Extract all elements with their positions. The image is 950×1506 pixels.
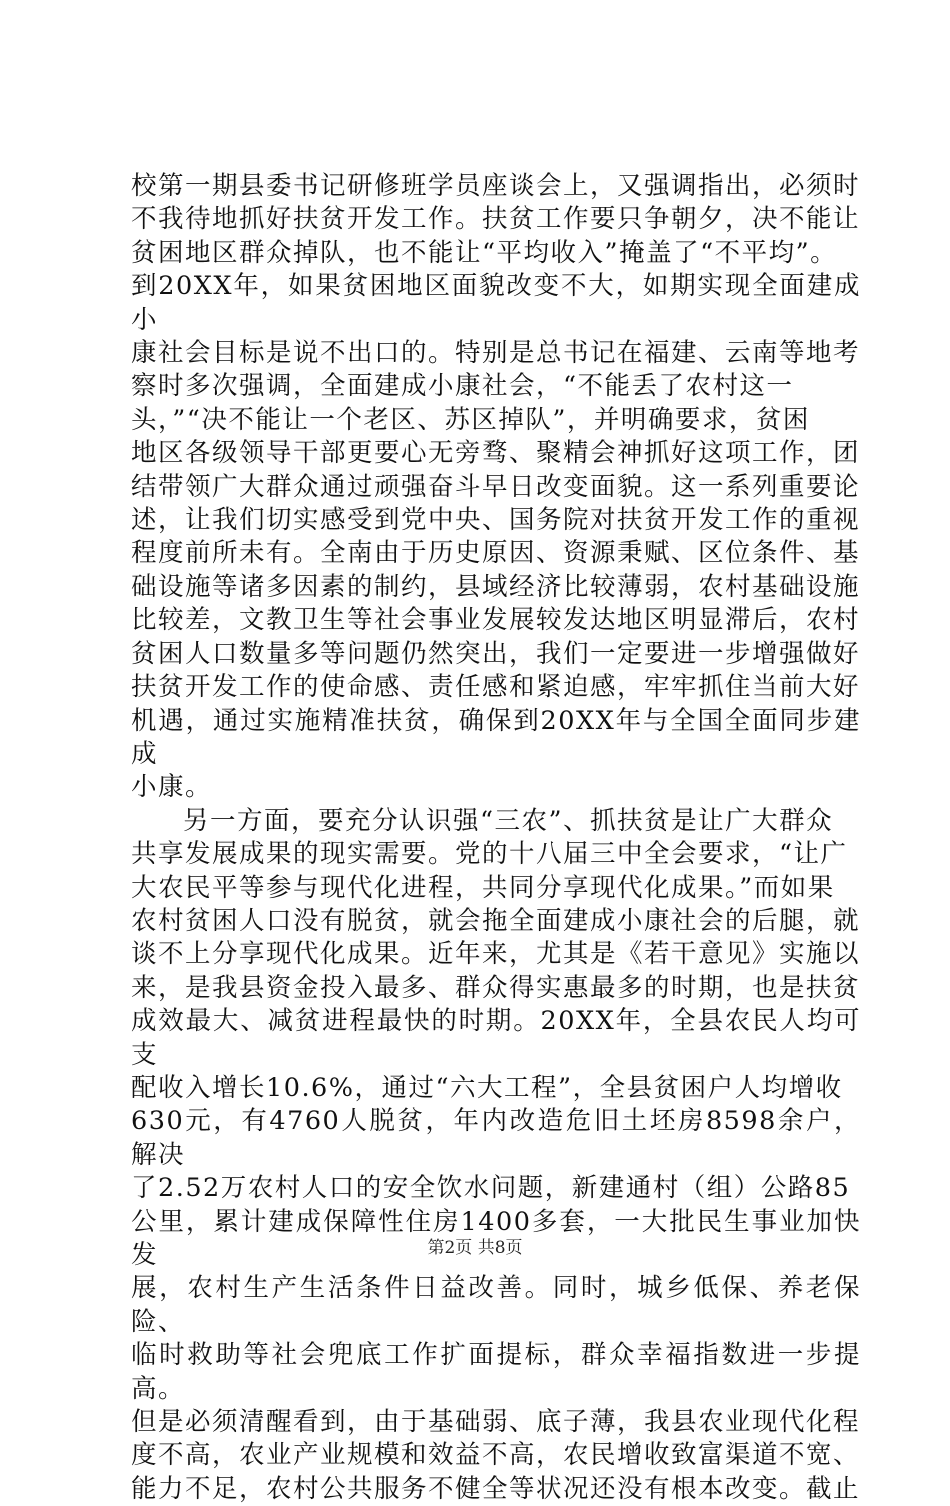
paragraph-1: 校第一期县委书记研修班学员座谈会上，又强调指出，必须时 不我待地抓好扶贫开发工作。扶贫工作要只争朝夕，决不能让 贫困地区群众掉队，也不能让“平均收入”掩盖了“不平均”。 到20XX年，如果贫困地区面貌改变不大，如期实现全面建成小 康社会目标是说不出口的。特别是总书记在福建、云南等地考 察时多次强调，全面建成小康社会，“不能丢了农村这一 头，”“决不能让一个老区、苏区掉队”，并明确要求，贫困 地区各级领导干部更要心无旁骛、聚精会神抓好这项工作，团 结带领广大群众通过顽强奋斗早日改变面貌。这一系列重要论 述，让我们切实感受到党中央、国务院对扶贫开发工作的重视 程度前所未有。全南由于历史原因、资源秉赋、区位条件、基 础设施等诸多因素的制约，县域经济比较薄弱，农村基础设施 比较差，文教卫生等社会事业发展较发达地区明显滞后，农村 贫困人口数量多等问题仍然突出，我们一定要进一步增强做好 扶贫开发工作的使命感、责任感和紧迫感，牢牢抓住当前大好 机遇，通过实施精准扶贫，确保到20XX年与全国全面同步建成 小康。	[131, 171, 861, 803]
paragraph-2: 另一方面，要充分认识强“三农”、抓扶贫是让广大群众 共享发展成果的现实需要。党的十八届三中全会要求，“让广 大农民平等参与现代化进程，共同分享现代化成果。”而如果 农村贫困人口没有脱贫，就会拖全面建成小康社会的后腿，就 谈不上分享现代化成果。近年来，尤其是《若干意见》实施以 来，是我县资金投入最多、群众得实惠最多的时期，也是扶贫 成效最大、减贫进程最快的时期。20XX年，全县农民人均可支 配收入增长10.6%，通过“六大工程”，全县贫困户人均增收 630元，有4760人脱贫，年内改造危旧土坯房8598余户，解决 了2.52万农村人口的安全饮水问题，新建通村（组）公路85 公里，累计建成保障性住房1400多套，一大批民生事业加快发 展，农村生产生活条件日益改善。同时，城乡低保、养老保险、 临时救助等社会兜底工作扩面提标，群众幸福指数进一步提高。 但是必须清醒看到，由于基础弱、底子薄，我县农业现代化程 度不高，农业产业规模和效益不高，农民增收致富渠道不宽、 能力不足，农村公共服务不健全等状况还没有根本改变。截止	[131, 805, 861, 1504]
body-text	[131, 170, 861, 1506]
page-number-footer: 第2页 共8页	[427, 1238, 523, 1258]
